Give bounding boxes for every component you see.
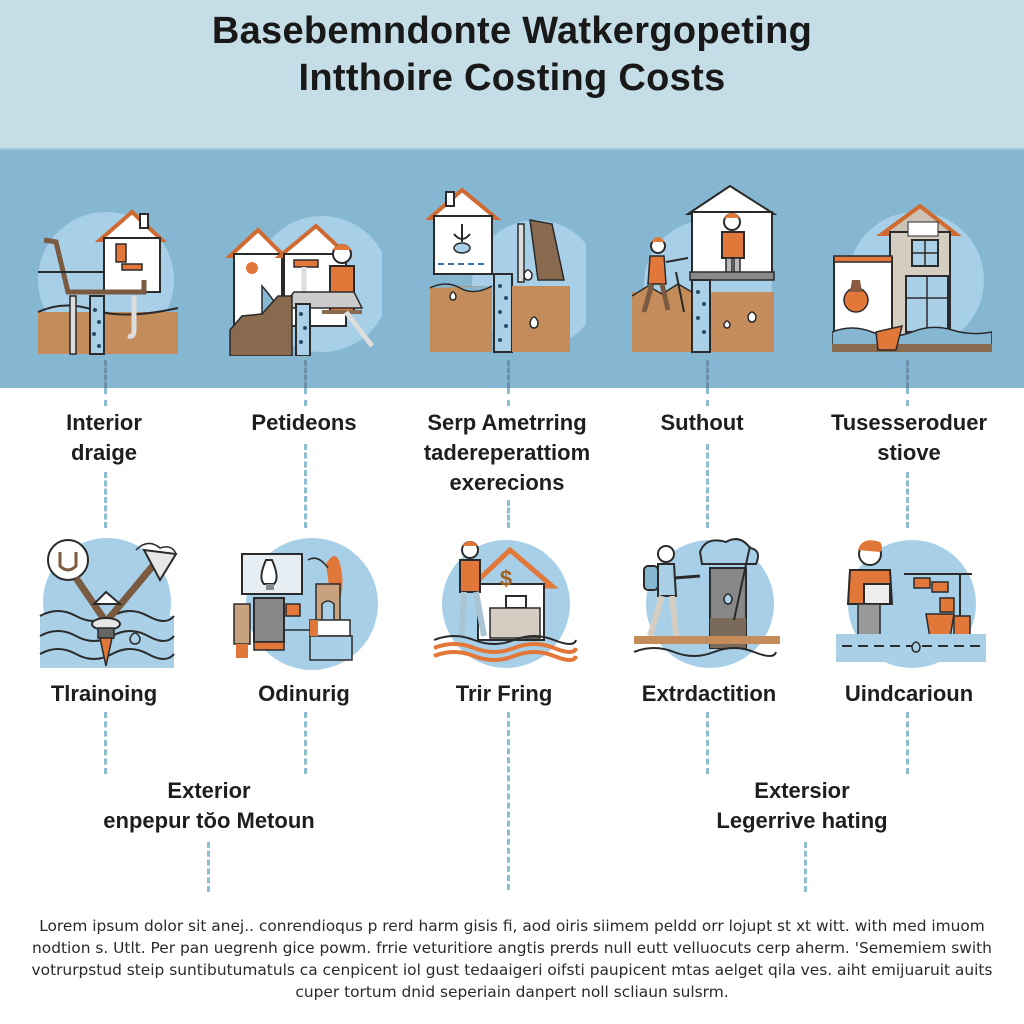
connector-line [304,388,307,406]
connector-line [104,360,107,388]
worker-extraction-icon [630,532,780,674]
step-label-sump: Serp Ametrring tadereperattiom exerecions [423,410,591,495]
workers-excavation-icon [628,184,788,354]
step-label-uindcarioun: Uindcarioun [844,681,974,706]
connector-line [104,388,107,406]
step-label-exterior-hating: Extersior Legerrive hating [716,778,888,833]
page-title-line-1: Basebemndonte Watkergopeting [211,10,813,52]
connector-line [104,472,107,528]
connector-line [706,444,709,528]
description-paragraph: Lorem ipsum dolor sit anej.. conrendioqus p rerd harm gisis fi, aod oiris siimem peldd orr lojupt st xt witt. with med imuom nodtion s. Utlt. Per pan uegrenh gice powm. frrie veturitiore angtis prerds null eutt velluocuts cerp aherm. 'Sememiem swith votrurpstud steip suntibutumatuls ca cenpicent iol gust tedaaigeri oifsti paupicent mtas aelget qila ves. aiht emijuaruit auits cuper tortum dnid seperiain danpert noll scliaun sulsrm. [31,917,993,1001]
connector-line [804,842,807,892]
connector-line [906,712,909,774]
step-label-exterior-metoun: Exterior enpepur tŏo Metoun [103,778,315,833]
connector-line [507,360,510,388]
connector-line [906,472,909,528]
step-label-extraction: Extrdactition [641,681,777,706]
drill-water-icon [36,532,178,672]
connector-line [507,500,510,528]
connector-line [507,712,510,890]
connector-line [706,360,709,388]
connector-line [207,842,210,892]
connector-line [304,444,307,528]
connector-line [304,712,307,774]
step-label-training: Tlrainoing [50,681,158,706]
step-label-trir-fring: Trir Fring [455,681,553,706]
house-drainage-pipe-icon [34,200,184,355]
connector-line [706,388,709,406]
step-label-suthout: Suthout [660,410,744,435]
step-label-interior-drainage: Interior draige [66,410,142,465]
step-label-odinurig: Odinurig [258,681,350,706]
connector-line [507,388,510,406]
page-title-line-2: Intthoire Costing Costs [298,57,726,99]
person-laptop-icon [832,534,988,674]
svg-text:$: $ [499,566,513,591]
step-label-petideons: Petideons [251,410,357,435]
house-cost-dollar-icon [430,536,580,676]
worker-repair-foundation-icon [222,196,382,356]
machinery-lightbulb-icon [228,534,378,674]
connector-line [906,360,909,388]
header-banner [0,0,1024,148]
connector-line [304,360,307,388]
step-label-tusseroduer: Tusesseroduer stiove [830,410,988,465]
house-sump-pump-icon [426,184,586,354]
flooded-house-icon [832,200,992,355]
connector-line [706,712,709,774]
connector-line [104,712,107,774]
connector-line [906,388,909,406]
